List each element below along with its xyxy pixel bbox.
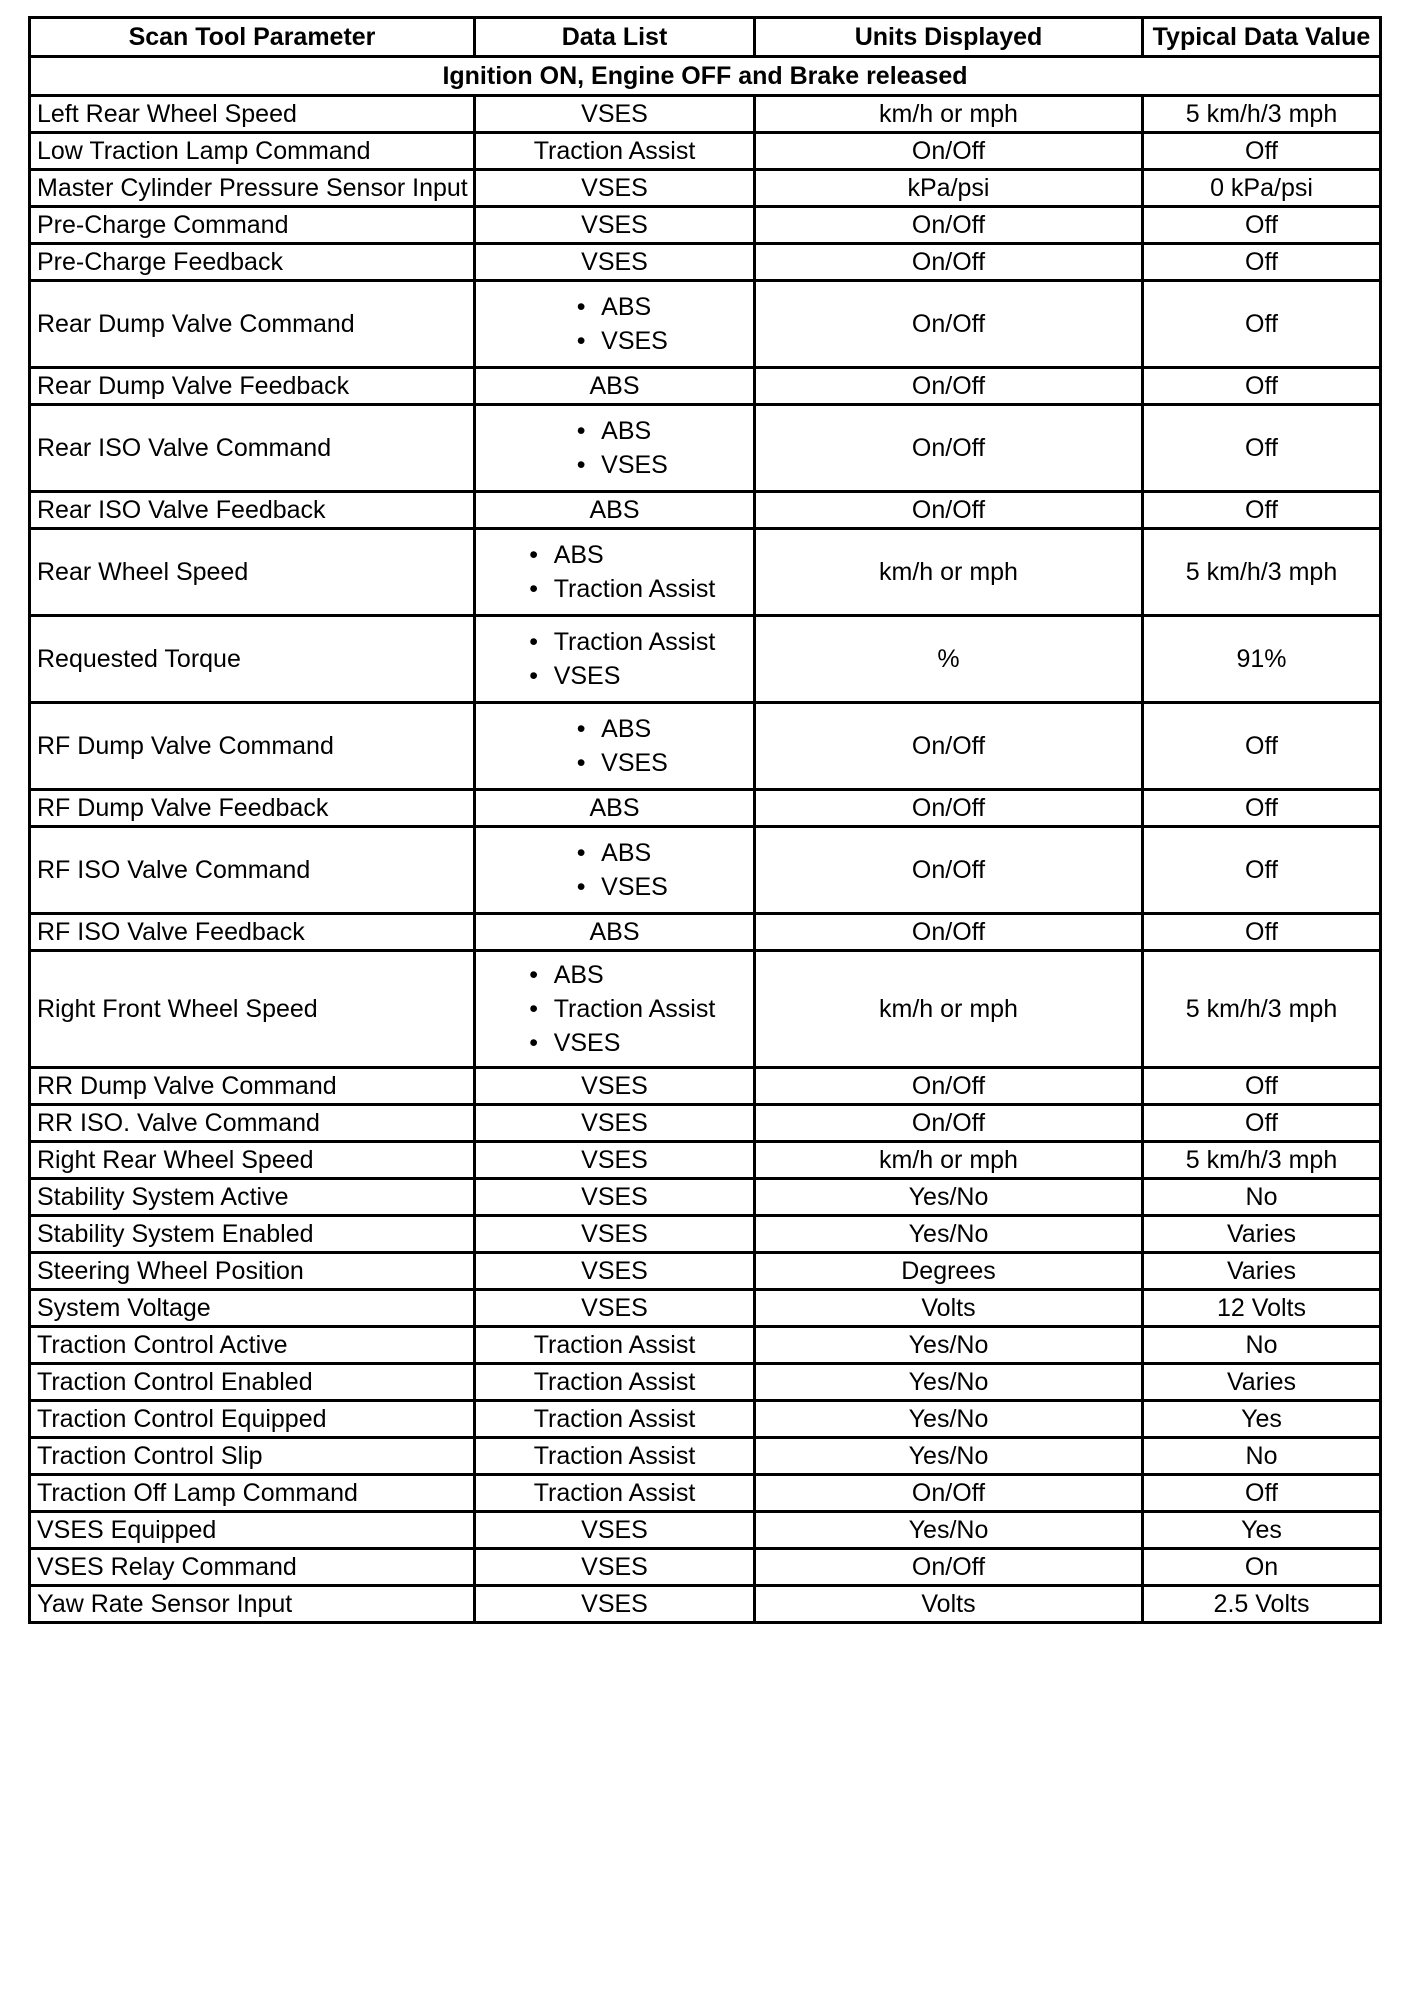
cell-typical-data-value: 5 km/h/3 mph [1143,1142,1381,1179]
cell-typical-data-value: Off [1143,1068,1381,1105]
table-body [30,96,1381,1623]
cell-data-list [475,529,755,616]
cell-typical-data-value: Off [1143,207,1381,244]
cell-units-displayed: Yes/No [755,1438,1143,1475]
list-item [514,1026,716,1060]
cell-scan-tool-parameter: Rear Dump Valve Command [30,281,475,368]
cell-data-list: VSES [475,96,755,133]
cell-units-displayed: On/Off [755,914,1143,951]
cell-scan-tool-parameter: Rear ISO Valve Command [30,405,475,492]
cell-scan-tool-parameter: System Voltage [30,1290,475,1327]
cell-scan-tool-parameter: RF ISO Valve Command [30,827,475,914]
table-row [30,492,1381,529]
cell-data-list [475,281,755,368]
cell-typical-data-value: Off [1143,1475,1381,1512]
table-row [30,790,1381,827]
cell-scan-tool-parameter: Requested Torque [30,616,475,703]
cell-data-list: VSES [475,170,755,207]
cell-scan-tool-parameter: Traction Control Enabled [30,1364,475,1401]
cell-typical-data-value: Yes [1143,1401,1381,1438]
cell-data-list: VSES [475,207,755,244]
section-row [30,57,1381,96]
cell-typical-data-value: Varies [1143,1216,1381,1253]
cell-data-list: ABS [475,914,755,951]
cell-data-list: ABS [475,492,755,529]
table-row [30,281,1381,368]
cell-scan-tool-parameter: RF Dump Valve Command [30,703,475,790]
table-row [30,96,1381,133]
cell-typical-data-value: 2.5 Volts [1143,1586,1381,1623]
data-list-item-label: VSES [601,451,668,479]
cell-data-list: VSES [475,1586,755,1623]
list-item [561,414,668,448]
cell-units-displayed: On/Off [755,281,1143,368]
list-item [561,836,668,870]
cell-data-list: VSES [475,1179,755,1216]
cell-scan-tool-parameter: Rear Wheel Speed [30,529,475,616]
header-data-list: Data List [475,18,755,57]
cell-scan-tool-parameter: Traction Off Lamp Command [30,1475,475,1512]
data-list-bullets [514,625,716,693]
cell-typical-data-value: Off [1143,133,1381,170]
list-item [514,625,716,659]
table-row [30,1438,1381,1475]
cell-scan-tool-parameter: Traction Control Equipped [30,1401,475,1438]
list-item [514,992,716,1026]
list-item [514,659,716,693]
data-list-bullets [514,538,716,606]
cell-units-displayed: km/h or mph [755,96,1143,133]
cell-typical-data-value: 5 km/h/3 mph [1143,951,1381,1068]
cell-data-list: Traction Assist [475,1327,755,1364]
cell-units-displayed: Yes/No [755,1179,1143,1216]
table-row [30,1364,1381,1401]
cell-typical-data-value: Off [1143,1105,1381,1142]
bullet-icon: • [576,451,586,479]
cell-scan-tool-parameter: VSES Relay Command [30,1549,475,1586]
cell-data-list: Traction Assist [475,1438,755,1475]
list-item [561,870,668,904]
cell-typical-data-value: Varies [1143,1253,1381,1290]
data-list-item-label: VSES [601,327,668,355]
data-list-item-label: Traction Assist [553,628,716,656]
cell-scan-tool-parameter: Stability System Enabled [30,1216,475,1253]
cell-units-displayed: Yes/No [755,1327,1143,1364]
cell-typical-data-value: Off [1143,827,1381,914]
bullet-icon: • [529,961,539,989]
cell-data-list: VSES [475,1216,755,1253]
table-row [30,951,1381,1068]
data-list-item-label: VSES [601,749,668,777]
bullet-icon: • [529,995,539,1023]
header-units-displayed: Units Displayed [755,18,1143,57]
cell-units-displayed: On/Off [755,492,1143,529]
section-title: Ignition ON, Engine OFF and Brake released [30,57,1381,96]
list-item [514,572,716,606]
table-row [30,1327,1381,1364]
cell-typical-data-value: 5 km/h/3 mph [1143,529,1381,616]
data-list-item-label: ABS [601,293,652,321]
cell-data-list [475,405,755,492]
header-scan-tool-parameter: Scan Tool Parameter [30,18,475,57]
cell-scan-tool-parameter: RF ISO Valve Feedback [30,914,475,951]
table-row [30,1586,1381,1623]
cell-units-displayed: On/Off [755,133,1143,170]
data-list-item-label: VSES [601,873,668,901]
table-row [30,170,1381,207]
data-list-item-label: ABS [601,417,652,445]
cell-typical-data-value: Off [1143,281,1381,368]
cell-units-displayed: Volts [755,1586,1143,1623]
table-row [30,133,1381,170]
cell-units-displayed: km/h or mph [755,529,1143,616]
list-item [561,448,668,482]
table-row [30,1290,1381,1327]
cell-data-list: VSES [475,1253,755,1290]
cell-units-displayed: Yes/No [755,1512,1143,1549]
data-list-bullets [561,290,668,358]
cell-typical-data-value: 0 kPa/psi [1143,170,1381,207]
cell-data-list: VSES [475,1068,755,1105]
cell-typical-data-value: Varies [1143,1364,1381,1401]
cell-scan-tool-parameter: Rear Dump Valve Feedback [30,368,475,405]
cell-units-displayed: Yes/No [755,1364,1143,1401]
cell-scan-tool-parameter: Traction Control Slip [30,1438,475,1475]
cell-scan-tool-parameter: Left Rear Wheel Speed [30,96,475,133]
table-row [30,914,1381,951]
cell-units-displayed: % [755,616,1143,703]
cell-data-list: VSES [475,1549,755,1586]
list-item [514,958,716,992]
cell-scan-tool-parameter: RF Dump Valve Feedback [30,790,475,827]
cell-units-displayed: On/Off [755,207,1143,244]
data-list-item-label: Traction Assist [553,995,716,1023]
cell-typical-data-value: No [1143,1179,1381,1216]
bullet-icon: • [576,715,586,743]
header-typical-data-value: Typical Data Value [1143,18,1381,57]
cell-scan-tool-parameter: Steering Wheel Position [30,1253,475,1290]
data-list-item-label: Traction Assist [553,575,716,603]
data-list-bullets [561,836,668,904]
data-list-item-label: ABS [553,961,604,989]
bullet-icon: • [529,1029,539,1057]
cell-data-list: Traction Assist [475,1475,755,1512]
list-item [561,712,668,746]
table-row [30,244,1381,281]
cell-data-list [475,827,755,914]
cell-data-list [475,703,755,790]
cell-data-list: VSES [475,244,755,281]
cell-data-list: Traction Assist [475,133,755,170]
cell-units-displayed: km/h or mph [755,951,1143,1068]
table-row [30,368,1381,405]
cell-typical-data-value: 5 km/h/3 mph [1143,96,1381,133]
cell-scan-tool-parameter: Traction Control Active [30,1327,475,1364]
scan-tool-data-table [28,16,1382,1624]
cell-scan-tool-parameter: Low Traction Lamp Command [30,133,475,170]
bullet-icon: • [576,293,586,321]
cell-typical-data-value: 91% [1143,616,1381,703]
cell-typical-data-value: Off [1143,790,1381,827]
cell-data-list: VSES [475,1142,755,1179]
bullet-icon: • [529,541,539,569]
data-list-item-label: ABS [553,541,604,569]
cell-typical-data-value: Off [1143,368,1381,405]
cell-scan-tool-parameter: Right Front Wheel Speed [30,951,475,1068]
cell-typical-data-value: Off [1143,703,1381,790]
data-list-bullets [514,958,716,1060]
data-list-bullets [561,712,668,780]
cell-units-displayed: On/Off [755,1068,1143,1105]
bullet-icon: • [576,749,586,777]
cell-data-list: VSES [475,1290,755,1327]
cell-typical-data-value: Off [1143,244,1381,281]
cell-units-displayed: On/Off [755,1105,1143,1142]
cell-typical-data-value: 12 Volts [1143,1290,1381,1327]
data-list-item-label: VSES [553,662,621,690]
table-row [30,1401,1381,1438]
cell-data-list: VSES [475,1105,755,1142]
cell-data-list [475,951,755,1068]
cell-data-list: Traction Assist [475,1364,755,1401]
bullet-icon: • [576,417,586,445]
bullet-icon: • [529,662,539,690]
cell-scan-tool-parameter: Pre-Charge Command [30,207,475,244]
cell-units-displayed: Yes/No [755,1216,1143,1253]
cell-scan-tool-parameter: Pre-Charge Feedback [30,244,475,281]
table-row [30,207,1381,244]
cell-typical-data-value: Yes [1143,1512,1381,1549]
cell-scan-tool-parameter: VSES Equipped [30,1512,475,1549]
table-row [30,1512,1381,1549]
cell-units-displayed: On/Off [755,244,1143,281]
table-row [30,1179,1381,1216]
data-list-bullets [561,414,668,482]
data-list-item-label: ABS [601,839,652,867]
header-row [30,18,1381,57]
cell-scan-tool-parameter: Yaw Rate Sensor Input [30,1586,475,1623]
cell-units-displayed: Yes/No [755,1401,1143,1438]
cell-scan-tool-parameter: RR ISO. Valve Command [30,1105,475,1142]
cell-typical-data-value: Off [1143,914,1381,951]
cell-data-list: Traction Assist [475,1401,755,1438]
table-row [30,529,1381,616]
bullet-icon: • [576,839,586,867]
cell-units-displayed: Degrees [755,1253,1143,1290]
cell-scan-tool-parameter: Master Cylinder Pressure Sensor Input [30,170,475,207]
cell-units-displayed: Volts [755,1290,1143,1327]
cell-data-list: ABS [475,790,755,827]
cell-scan-tool-parameter: Rear ISO Valve Feedback [30,492,475,529]
table-row [30,827,1381,914]
list-item [514,538,716,572]
table-row [30,1253,1381,1290]
cell-units-displayed: On/Off [755,1549,1143,1586]
table-row [30,1142,1381,1179]
cell-typical-data-value: Off [1143,492,1381,529]
list-item [561,746,668,780]
table-row [30,1216,1381,1253]
bullet-icon: • [529,575,539,603]
bullet-icon: • [576,873,586,901]
table-row [30,405,1381,492]
list-item [561,290,668,324]
cell-units-displayed: On/Off [755,703,1143,790]
cell-scan-tool-parameter: Stability System Active [30,1179,475,1216]
cell-data-list: ABS [475,368,755,405]
table-row [30,1068,1381,1105]
cell-units-displayed: kPa/psi [755,170,1143,207]
table-row [30,1475,1381,1512]
cell-data-list [475,616,755,703]
bullet-icon: • [576,327,586,355]
data-list-item-label: VSES [553,1029,621,1057]
cell-units-displayed: On/Off [755,405,1143,492]
cell-units-displayed: On/Off [755,1475,1143,1512]
table-row [30,1105,1381,1142]
scan-tool-data-table-page [28,16,1382,1624]
cell-scan-tool-parameter: RR Dump Valve Command [30,1068,475,1105]
bullet-icon: • [529,628,539,656]
cell-typical-data-value: On [1143,1549,1381,1586]
cell-typical-data-value: No [1143,1438,1381,1475]
table-row [30,703,1381,790]
cell-data-list: VSES [475,1512,755,1549]
cell-typical-data-value: No [1143,1327,1381,1364]
cell-units-displayed: On/Off [755,790,1143,827]
table-row [30,616,1381,703]
cell-typical-data-value: Off [1143,405,1381,492]
table-row [30,1549,1381,1586]
data-list-item-label: ABS [601,715,652,743]
cell-units-displayed: On/Off [755,827,1143,914]
cell-units-displayed: km/h or mph [755,1142,1143,1179]
list-item [561,324,668,358]
cell-units-displayed: On/Off [755,368,1143,405]
cell-scan-tool-parameter: Right Rear Wheel Speed [30,1142,475,1179]
